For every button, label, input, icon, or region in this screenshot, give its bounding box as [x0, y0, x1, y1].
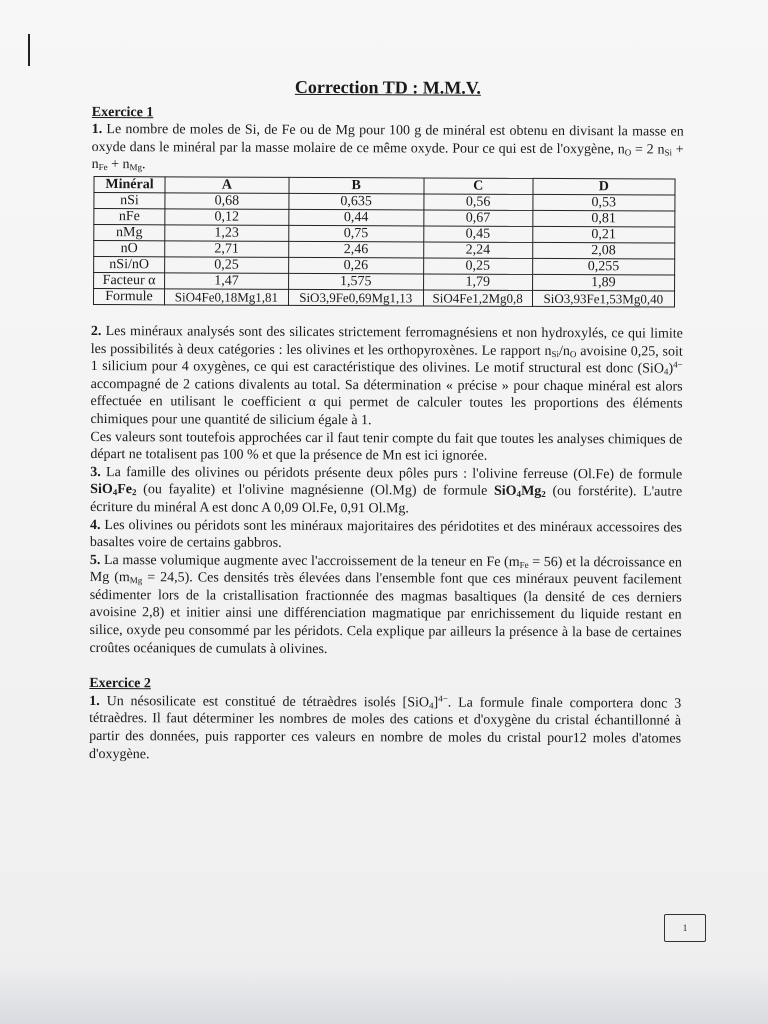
table-header-cell: B [289, 177, 424, 194]
mineral-table [93, 176, 676, 308]
row-label: Formule [93, 288, 164, 304]
table-cell: 0,255 [532, 258, 674, 275]
table-cell: 0,56 [424, 194, 533, 210]
table-cell: 2,24 [423, 242, 532, 258]
table-cell: 0,67 [424, 210, 533, 226]
table-cell: 1,79 [423, 274, 532, 290]
table-cell: 0,12 [165, 209, 289, 226]
table-cell: 0,25 [423, 258, 532, 274]
ex1-paragraph-1: 1. Le nombre de moles de Si, de Fe ou de Mg pour 100 g de minéral est obtenu en divisant la masse en oxyde dans le minéral par la masse molaire de ce même oxyde. Pour ce qui est de l'oxygène, $n_O = 2$ $n_{Si} + n_{Fe} + n_{Mg}$. [91, 122, 684, 173]
table-cell: 0,45 [423, 226, 532, 242]
row-label: nMg [94, 224, 165, 240]
page-number: 1 [664, 914, 706, 942]
exercise-2-heading: Exercice 2 [89, 676, 151, 692]
table-cell: 2,46 [288, 241, 423, 258]
row-label: Facteur α [94, 272, 165, 288]
ex1-paragraph-2-note: Ces valeurs sont toutefois approchées car il faut tenir compte du fait que toutes les analyses chimiques de départ ne totalisent pas 100 % et que la présence de Mn est ici ignorée. [90, 429, 683, 464]
row-label: nFe [94, 208, 165, 224]
document-content [89, 72, 684, 766]
table-cell: 0,68 [165, 193, 289, 210]
ex1-paragraph-3: 3. La famille des olivines ou péridots présente deux pôles purs : l'olivine ferreuse (Ol.Fe) de formule $SiO_4Fe_2$ (ou fayalite) et l'olivine magnésienne (Ol.Mg) de formule $SiO_4Mg_2$ (ou forstérite). L'autre écriture du minéral A est donc A 0,09 Ol.Fe, 0,91 Ol.Mg. [90, 464, 683, 517]
table-cell: 0,25 [165, 257, 289, 274]
table-header-cell: A [165, 177, 289, 194]
table-cell: 2,71 [165, 241, 289, 258]
ex1-paragraph-4: 4. Les olivines ou péridots sont les minéraux majoritaires des péridotites et des minéraux accessoires des basaltes voire de certains gabbros. [89, 517, 683, 551]
table-cell: 1,575 [288, 273, 423, 290]
formula-cell: SiO3,93Fe1,53Mg0,40 [532, 290, 674, 307]
page-shadow [0, 964, 768, 1024]
margin-mark [28, 34, 30, 66]
table-cell: 1,47 [165, 273, 289, 290]
table-row [93, 288, 674, 307]
table-cell: 1,89 [532, 274, 674, 291]
table-cell: 0,75 [289, 225, 424, 242]
table-cell: 0,26 [288, 257, 423, 274]
table-cell: 2,08 [532, 242, 674, 259]
row-label: nO [94, 240, 165, 256]
table-cell: 1,23 [165, 225, 289, 242]
formula-cell: SiO4Fe1,2Mg0,8 [423, 290, 532, 306]
ex1-paragraph-5: 5. La masse volumique augmente avec l'accroissement de la teneur en Fe $(m_{Fe} = 56)$ et la décroissance en Mg $(m_{Mg} = 24,5)$. Ces densités très élevées dans l'ensemble font que ces minéraux peuvent facilement sédimenter lors de la cristallisation fractionnée des magmas basaltiques (la densité de ces derniers avoisine 2,8) et initier ainsi une différenciation magmatique par enrichissement du liquide restant en silice, oxyde peu consommé par les péridots. Cela explique par ailleurs la présence à la base de certaines croûtes océaniques de cumulats à olivines. [89, 552, 682, 657]
table-cell: 0,21 [532, 226, 674, 243]
row-label: nSi [94, 192, 165, 208]
formula-cell: SiO3,9Fe0,69Mg1,13 [288, 289, 423, 306]
row-label: nSi/nO [94, 256, 165, 272]
table-cell: 0,53 [533, 194, 675, 211]
table-header-cell: Minéral [94, 176, 165, 192]
ex2-paragraph-1: 1. Un nésosilicate est constitué de tétraèdres isolés $[SiO_4]^{4-}$. La formule finale comportera donc 3 tétraèdres. Il faut déterminer les nombres de moles des cations et d'oxygène du cristal échantillonné à partir des données, puis rapporter ces valeurs en nombre de moles du cristal pour12 moles d'atomes d'oxygène. [88, 693, 682, 762]
page-title: Correction TD : M.M.V. [294, 76, 481, 98]
exercise-1-heading: Exercice 1 [91, 104, 154, 120]
table-header-cell: C [424, 178, 533, 194]
table-cell: 0,44 [289, 209, 424, 226]
ex1-paragraph-2: 2. Les minéraux analysés sont des silicates strictement ferromagnésiens et non hydroxylés, ce qui limite les possibilités à deux catégories : les olivines et les orthopyroxènes. Le rapport $n_{Si}/n_O$ avoisine 0,25, soit 1 silicium pour 4 oxygènes, ce qui est caractéristique des olivines. Le motif structural est donc $(SiO_4)^{4-}$ accompagné de 2 cations divalents au total. Sa détermination « précise » pour chaque minéral est alors effectuée en utilisant le coefficient α qui permet de calculer toutes les proportions des éléments chimiques pour une quantité de silicium égale à 1. [90, 323, 683, 429]
table-cell: 0,81 [532, 210, 674, 227]
formula-cell: SiO4Fe0,18Mg1,81 [164, 289, 288, 306]
table-cell: 0,635 [289, 193, 424, 210]
table-header-cell: D [533, 178, 675, 195]
